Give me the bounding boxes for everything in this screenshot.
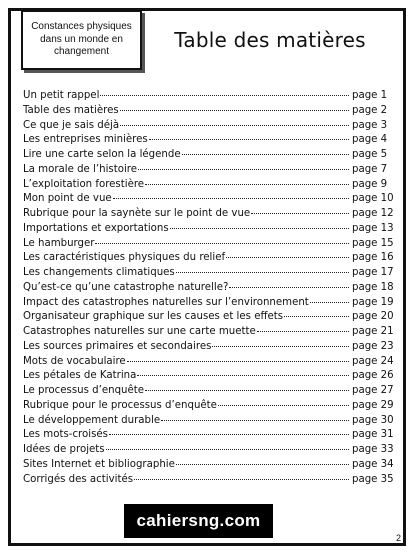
toc-entry-page: page 5 — [352, 149, 388, 160]
toc-entry-label: Un petit rappel — [23, 90, 100, 101]
toc-entry-label: Rubrique pour le processus d’enquête — [23, 399, 217, 411]
toc-entry-page: page 17 — [352, 267, 394, 278]
dot-leader — [120, 100, 349, 111]
dot-leader — [127, 351, 349, 362]
toc-entry-label: Importations et exportations — [23, 222, 169, 234]
toc-entry-page: page 30 — [352, 414, 394, 426]
toc-entry-label: Les entreprises minières — [23, 134, 148, 146]
toc-entry-page: page 27 — [352, 385, 394, 396]
dot-leader — [120, 115, 349, 126]
toc-entry-page: page 4 — [352, 134, 388, 146]
toc-entry-label: Table des matières — [23, 104, 119, 116]
website-label: cahiersng.com — [136, 511, 261, 530]
toc-entry-label: Mots de vocabulaire — [23, 355, 126, 367]
toc-entry-label: Lire une carte selon la légende — [23, 149, 181, 160]
toc-entry-page: page 23 — [352, 340, 394, 352]
dot-leader — [229, 277, 349, 288]
toc-entry-page: page 31 — [352, 429, 394, 441]
dot-leader — [113, 188, 349, 199]
toc-entry-page: page 20 — [352, 311, 394, 323]
toc-entry-page: page 3 — [352, 119, 388, 131]
toc-entry-page: page 15 — [352, 237, 394, 249]
dot-leader — [257, 321, 349, 332]
dot-leader — [176, 454, 349, 465]
toc-entry-label: Les caractéristiques physiques du relief — [23, 252, 226, 264]
toc-entry-page: page 21 — [352, 326, 394, 337]
toc-entry-page: page 12 — [352, 208, 394, 219]
subject-box — [21, 10, 142, 70]
dot-leader — [182, 144, 349, 155]
website-banner — [124, 504, 273, 538]
dot-leader — [170, 218, 349, 229]
page-title: Table des matières — [174, 28, 366, 52]
toc-entry-label: Les mots-croisés — [23, 429, 108, 441]
dot-leader — [137, 365, 349, 376]
toc-entry-page: page 26 — [352, 370, 394, 382]
toc-entry-label: Les changements climatiques — [23, 267, 175, 278]
dot-leader — [310, 292, 349, 303]
toc-entry-label: Ce que je sais déjà — [23, 119, 120, 131]
toc-entry-label: Qu’est-ce qu’une catastrophe naturelle? — [23, 281, 229, 293]
toc-entry-label: Les pétales de Katrina — [23, 370, 137, 382]
toc-entry-page: page 18 — [352, 281, 394, 293]
dot-leader — [161, 410, 349, 421]
toc-entry-label: Organisateur graphique sur les causes et les effets — [23, 311, 284, 323]
toc-entry-label: Rubrique pour la saynète sur le point de vue — [23, 208, 251, 219]
dot-leader — [134, 469, 349, 480]
toc-entry-label: La morale de l’histoire — [23, 163, 138, 175]
dot-leader — [109, 424, 349, 435]
dot-leader — [145, 380, 349, 391]
subject-line-2: dans un monde en — [40, 33, 123, 45]
toc-entry-label: L’exploitation forestière — [23, 178, 145, 190]
toc-entry-page: page 10 — [352, 193, 394, 205]
dot-leader — [100, 85, 349, 96]
toc-entry-page: page 33 — [352, 444, 394, 455]
toc-entry-page: page 34 — [352, 458, 394, 470]
toc-entry-label: Corrigés des activités — [23, 473, 134, 485]
dot-leader — [176, 262, 349, 273]
toc-entry-page: page 29 — [352, 399, 394, 411]
subject-line-3: changement — [53, 46, 110, 58]
dot-leader — [138, 159, 349, 170]
toc-entry-page: page 9 — [352, 178, 388, 190]
page-number: 2 — [395, 533, 401, 543]
dot-leader — [218, 395, 349, 406]
toc-entry-label: Le hamburger — [23, 237, 95, 249]
toc-entry-label: Le processus d’enquête — [23, 385, 145, 396]
dot-leader — [284, 306, 349, 317]
subject-line-1: Constances physiques — [31, 21, 132, 33]
toc-entry-label: Idées de projets — [23, 444, 105, 455]
toc-entry-page: page 13 — [352, 222, 394, 234]
toc-entry — [23, 471, 394, 486]
toc-entry-page: page 16 — [352, 252, 394, 264]
dot-leader — [145, 174, 349, 185]
toc-entry-page: page 2 — [352, 104, 388, 116]
dot-leader — [226, 247, 349, 258]
toc-entry-page: page 1 — [352, 90, 388, 101]
dot-leader — [251, 203, 349, 214]
toc-entry-page: page 35 — [352, 473, 394, 485]
dot-leader — [106, 439, 349, 450]
dot-leader — [95, 233, 349, 244]
dot-leader — [149, 129, 349, 140]
toc-entry-label: Sites Internet et bibliographie — [23, 458, 175, 470]
toc-entry-page: page 19 — [352, 296, 394, 308]
toc-entry-page: page 24 — [352, 355, 394, 367]
toc-entry-label: Les sources primaires et secondaires — [23, 340, 212, 352]
toc-entry-label: Impact des catastrophes naturelles sur l’environnement — [23, 296, 309, 308]
toc-entry-page: page 7 — [352, 163, 388, 175]
toc-entry-label: Mon point de vue — [23, 193, 112, 205]
table-of-contents — [23, 87, 394, 485]
toc-entry-label: Le développement durable — [23, 414, 161, 426]
toc-entry-label: Catastrophes naturelles sur une carte muette — [23, 326, 256, 337]
dot-leader — [212, 336, 349, 347]
